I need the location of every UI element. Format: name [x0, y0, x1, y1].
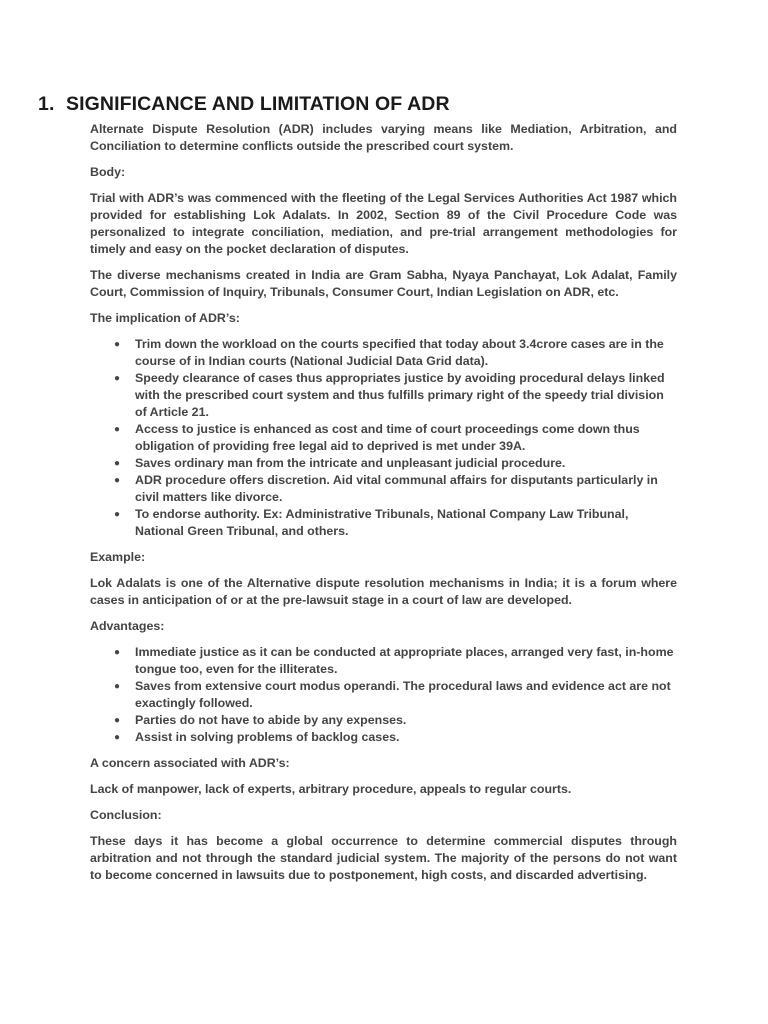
list-item [90, 678, 677, 712]
list-item-text: Saves ordinary man from the intricate and unpleasant judicial procedure. [135, 456, 566, 470]
list-item-text: Parties do not have to abide by any expenses. [135, 713, 407, 727]
list-item-text: Immediate justice as it can be conducted at appropriate places, arranged very fast, in-home tongue too, even for the illiterates. [135, 645, 674, 676]
list-item [90, 370, 677, 421]
bullet-icon: ● [114, 732, 121, 743]
concern-label: A concern associated with ADR’s: [90, 756, 290, 770]
bullet-icon: ● [114, 373, 121, 384]
body-label: Body: [90, 165, 126, 179]
bullet-icon: ● [114, 475, 121, 486]
list-item-text: Speedy clearance of cases thus appropriates justice by avoiding procedural delays linked with the prescribed court system and thus fulfills primary right of the speedy trial division of Article 21. [135, 371, 665, 419]
list-item [90, 506, 677, 540]
body-paragraph-2: The diverse mechanisms created in India are Gram Sabha, Nyaya Panchayat, Lok Adalat, Family Court, Commission of Inquiry, Tribunals, Consumer Court, Indian Legislation on ADR, etc. [90, 268, 677, 299]
list-item-text: To endorse authority. Ex: Administrative Tribunals, National Company Law Tribunal, National Green Tribunal, and others. [135, 507, 629, 538]
list-item [90, 455, 677, 472]
list-item-text: ADR procedure offers discretion. Aid vital communal affairs for disputants particularly in civil matters like divorce. [135, 473, 658, 504]
list-item [90, 421, 677, 455]
bullet-icon: ● [114, 458, 121, 469]
section-title: SIGNIFICANCE AND LIMITATION OF ADR [66, 93, 450, 115]
advantages-list [90, 644, 677, 746]
bullet-icon: ● [114, 509, 121, 520]
list-item-text: Access to justice is enhanced as cost and time of court proceedings come down thus obligation of providing free legal aid to deprived is met under 39A. [135, 422, 640, 453]
list-item [90, 472, 677, 506]
implications-list [90, 336, 677, 540]
list-item [90, 729, 677, 746]
section-heading [38, 93, 450, 116]
conclusion-label: Conclusion: [90, 808, 162, 822]
list-item-text: Assist in solving problems of backlog cases. [135, 730, 400, 744]
bullet-icon: ● [114, 647, 121, 658]
bullet-icon: ● [114, 681, 121, 692]
example-paragraph: Lok Adalats is one of the Alternative dispute resolution mechanisms in India; it is a forum where cases in anticipation of or at the pre-lawsuit stage in a court of law are developed. [90, 576, 677, 607]
conclusion-paragraph: These days it has become a global occurrence to determine commercial disputes through arbitration and not through the standard judicial system. The majority of the persons do not want to become concerned in lawsuits due to postponement, high costs, and discarded advertising. [90, 834, 677, 882]
list-item-text: Trim down the workload on the courts specified that today about 3.4crore cases are in the course of in Indian courts (National Judicial Data Grid data). [135, 337, 664, 368]
section-number: 1. [38, 93, 55, 115]
intro-paragraph: Alternate Dispute Resolution (ADR) includes varying means like Mediation, Arbitration, and Conciliation to determine conflicts outside the prescribed court system. [90, 122, 677, 153]
example-label: Example: [90, 550, 146, 564]
list-item [90, 336, 677, 370]
list-item [90, 712, 677, 729]
bullet-icon: ● [114, 715, 121, 726]
body-paragraph-1: Trial with ADR’s was commenced with the fleeting of the Legal Services Authorities Act 1987 which provided for establishing Lok Adalats. In 2002, Section 89 of the Civil Procedure Code was personalized to integrate conciliation, mediation, and pre-trial arrangement methodologies for timely and easy on the pocket declaration of disputes. [90, 191, 677, 256]
bullet-icon: ● [114, 339, 121, 350]
list-item-text: Saves from extensive court modus operandi. The procedural laws and evidence act are not exactingly followed. [135, 679, 671, 710]
implication-label: The implication of ADR’s: [90, 311, 240, 325]
list-item [90, 644, 677, 678]
concern-paragraph: Lack of manpower, lack of experts, arbitrary procedure, appeals to regular courts. [90, 782, 572, 796]
section-content [90, 121, 677, 893]
advantages-label: Advantages: [90, 619, 165, 633]
bullet-icon: ● [114, 424, 121, 435]
